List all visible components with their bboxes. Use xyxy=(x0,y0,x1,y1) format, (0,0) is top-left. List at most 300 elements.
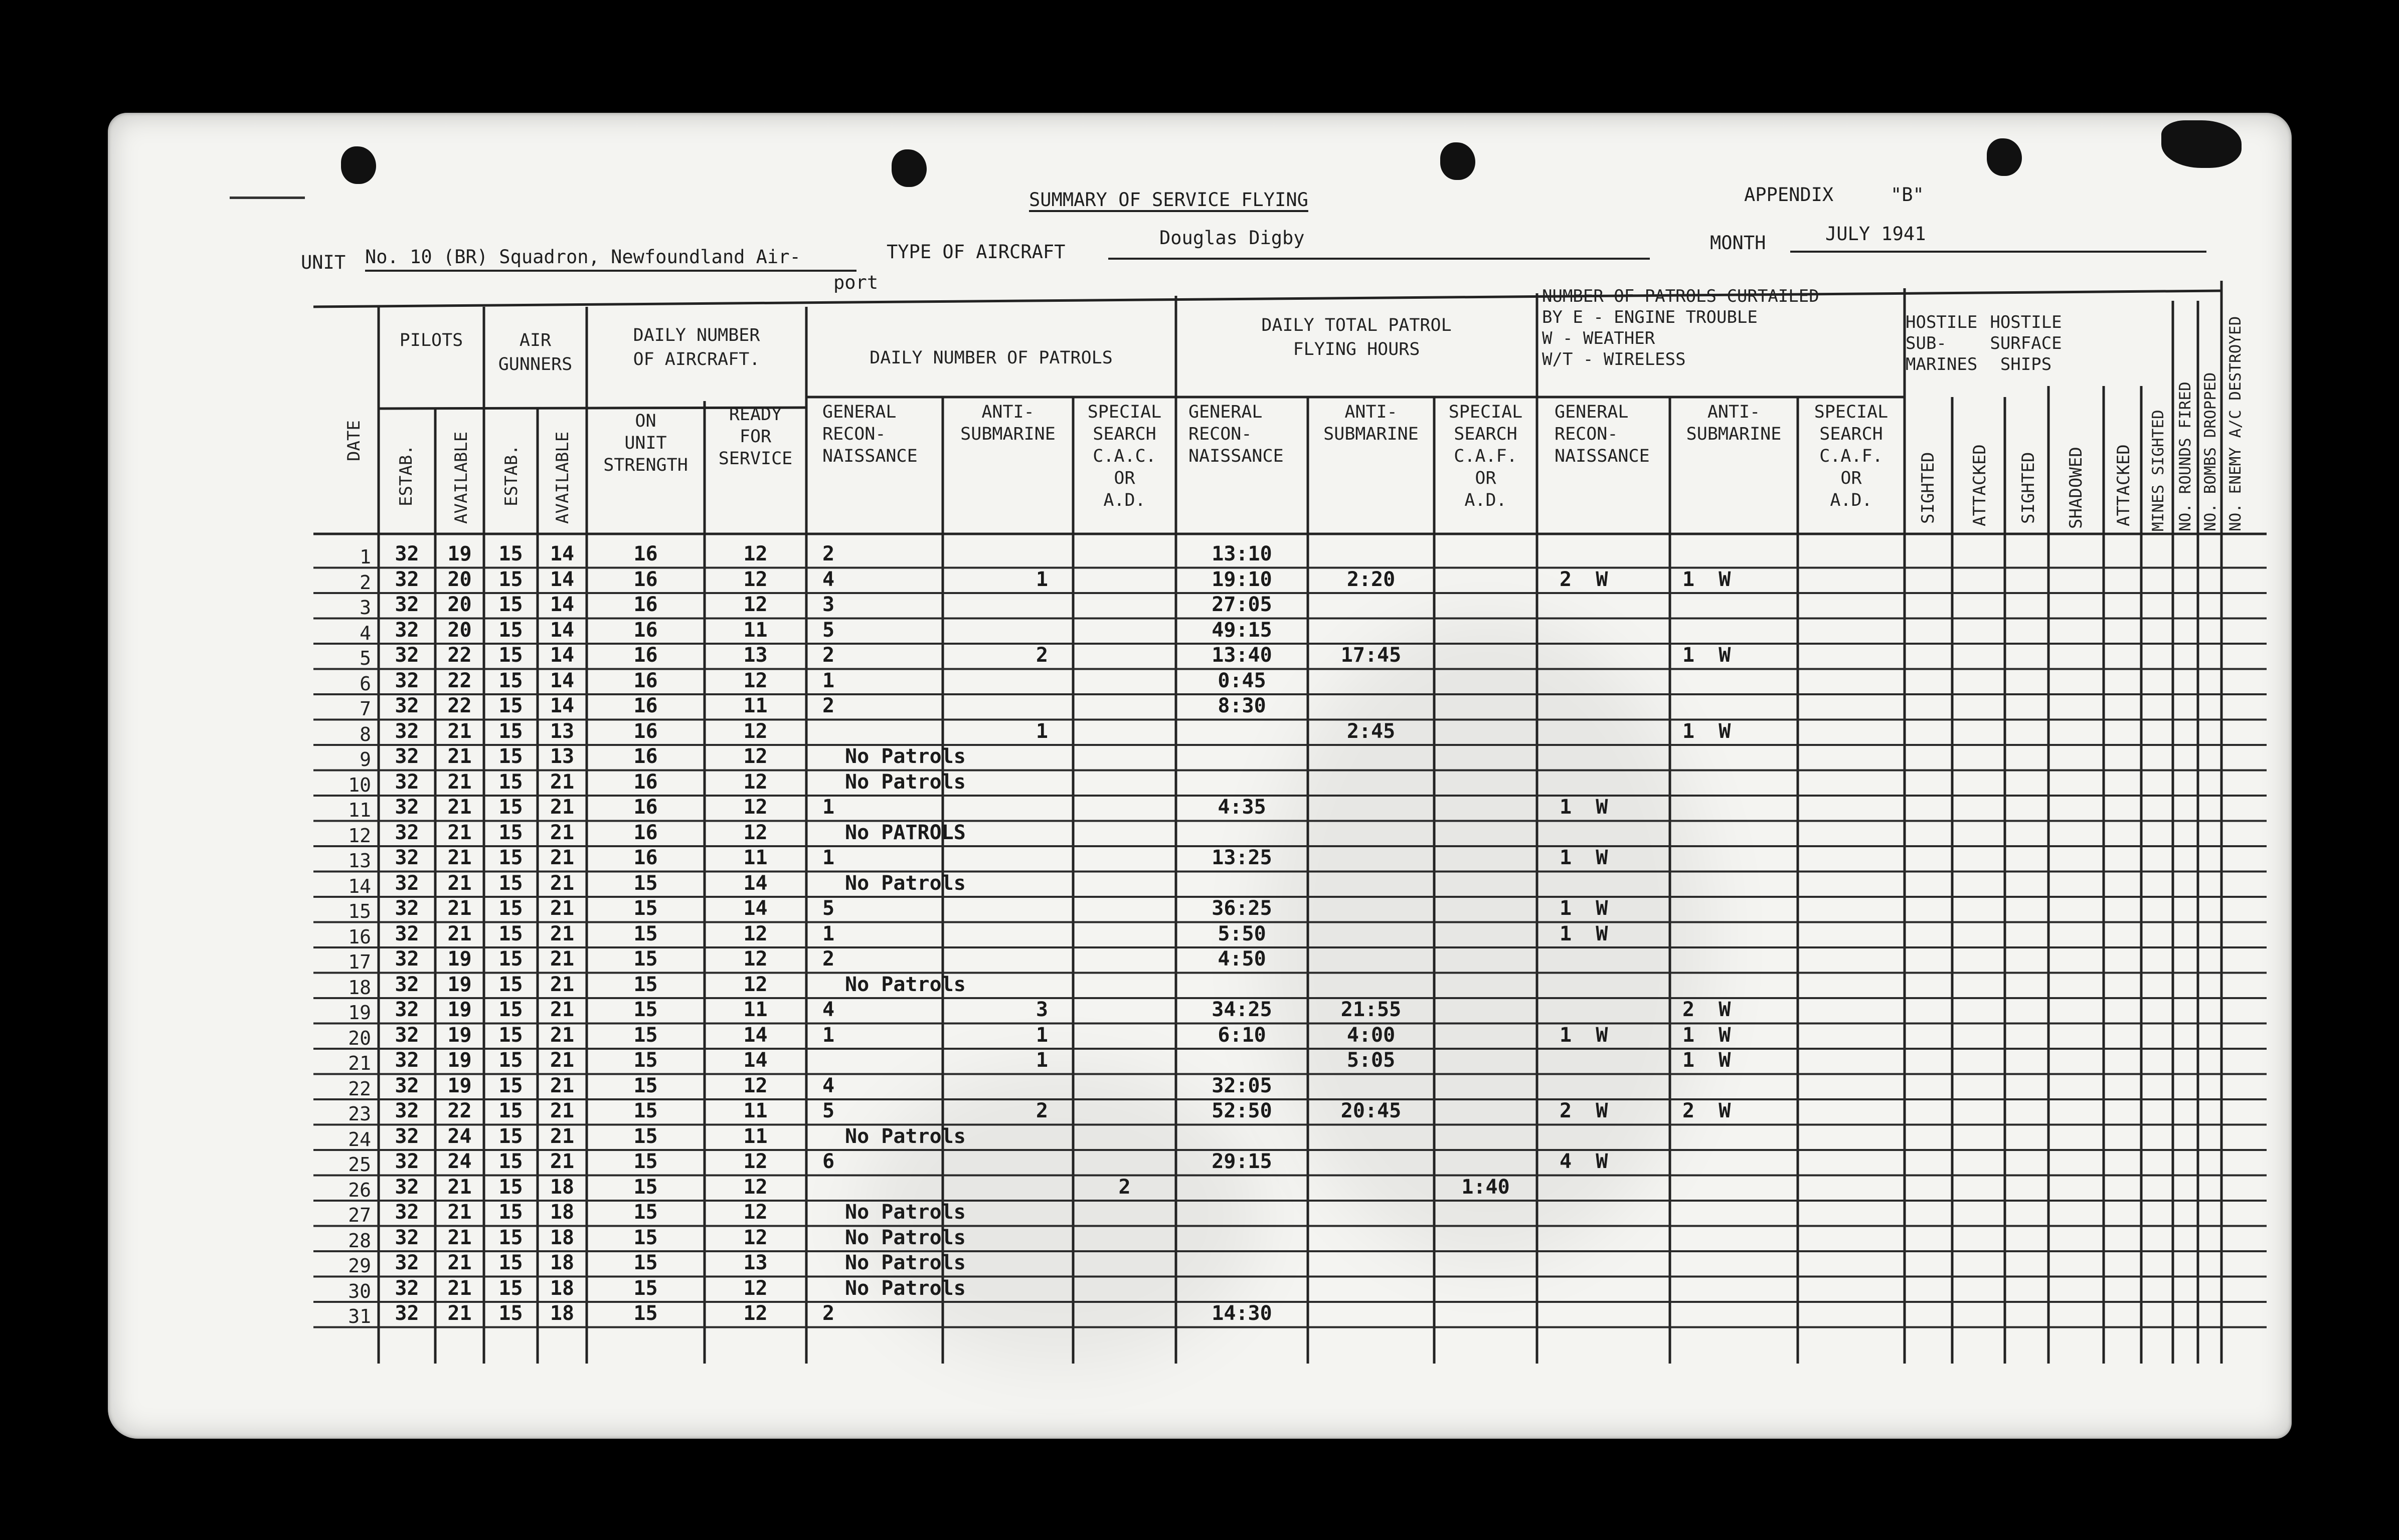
cell-special-search-curtailed xyxy=(1798,1048,1905,1073)
col-date: DATE xyxy=(344,420,364,461)
cell-general-recon: 4 xyxy=(822,567,835,591)
cell-pilots-available: 21 xyxy=(447,922,472,945)
cell-pilots-available: 21 xyxy=(447,719,472,743)
cell-gunners-available: 14 xyxy=(550,567,575,591)
cell-ready: 12 xyxy=(743,796,768,819)
cell-special-search-curtailed xyxy=(1798,744,1905,769)
cell-anti-sub-curtailed xyxy=(1682,592,1798,617)
cell-special-search-hours xyxy=(1434,1023,1537,1048)
table-row xyxy=(0,871,2399,896)
cell-special-search-curtailed xyxy=(1798,1250,1905,1275)
cell-anti-sub-hours xyxy=(1308,1200,1434,1225)
cell-ready: 14 xyxy=(743,1049,768,1072)
cell-general-recon-curtailed: 1 W xyxy=(1560,897,1608,920)
cell-general-recon-curtailed xyxy=(1560,1301,1670,1326)
cell-special-search xyxy=(1073,1276,1176,1301)
cell-special-search-hours xyxy=(1434,1225,1537,1250)
cell-gunners-available: 21 xyxy=(550,796,575,819)
cell-anti-sub-hours xyxy=(1308,896,1434,921)
cell-pilots-estab: 32 xyxy=(395,796,419,819)
cell-general-recon: 6 xyxy=(822,1150,835,1173)
cell-ready: 12 xyxy=(743,719,768,743)
cell-general-recon-hours xyxy=(1176,1225,1308,1250)
cell-special-search-hours xyxy=(1434,592,1537,617)
cell-on-strength: 15 xyxy=(633,1251,658,1274)
cell-general-recon-hours xyxy=(1176,1124,1308,1149)
cell-special-search-curtailed xyxy=(1798,997,1905,1022)
cell-general-recon-hours: 8:30 xyxy=(1218,694,1266,717)
cell-gunners-estab: 15 xyxy=(498,1074,523,1097)
cell-anti-sub-hours xyxy=(1308,618,1434,643)
cell-gunners-available: 18 xyxy=(550,1226,575,1249)
cell-date: 12 xyxy=(348,824,371,847)
cell-pilots-estab: 32 xyxy=(395,745,419,768)
cell-pilots-estab: 32 xyxy=(395,669,419,692)
cell-date: 25 xyxy=(348,1153,371,1176)
table-row xyxy=(0,693,2399,718)
cell-anti-sub-hours xyxy=(1308,541,1434,566)
document-title: SUMMARY OF SERVICE FLYING xyxy=(1029,189,1308,211)
cell-general-recon-hours xyxy=(1176,1175,1308,1200)
cell-special-search-curtailed xyxy=(1798,1175,1905,1200)
cell-anti-sub-hours: 17:45 xyxy=(1340,644,1402,667)
cell-anti-sub-curtailed xyxy=(1682,1250,1798,1275)
cell-general-recon-hours: 5:50 xyxy=(1218,922,1266,945)
cell-pilots-estab: 32 xyxy=(395,1023,419,1047)
cell-gunners-estab: 15 xyxy=(498,1023,523,1047)
cell-date: 27 xyxy=(348,1204,371,1226)
table-row xyxy=(0,744,2399,769)
cell-pilots-available: 19 xyxy=(447,947,472,971)
table-row xyxy=(0,896,2399,921)
cell-date: 28 xyxy=(348,1229,371,1252)
cell-anti-sub-hours xyxy=(1308,769,1434,795)
cell-pilots-estab: 32 xyxy=(395,1049,419,1072)
cell-general-recon-hours xyxy=(1176,769,1308,795)
cell-special-search-curtailed xyxy=(1798,1149,1905,1174)
cell-on-strength: 15 xyxy=(633,1276,658,1300)
cell-anti-sub-curtailed xyxy=(1682,744,1798,769)
cell-special-search-hours xyxy=(1434,1250,1537,1275)
table-row xyxy=(0,1175,2399,1200)
table-row xyxy=(0,921,2399,946)
table-row xyxy=(0,1048,2399,1073)
cell-ready: 12 xyxy=(743,593,768,616)
cell-special-search-curtailed xyxy=(1798,719,1905,744)
cell-special-search xyxy=(1073,769,1176,795)
cell-note: No Patrols xyxy=(845,871,966,895)
cell-on-strength: 16 xyxy=(633,796,658,819)
cell-gunners-estab: 15 xyxy=(498,947,523,971)
cell-special-search-curtailed xyxy=(1798,795,1905,820)
col-ship-sighted: SIGHTED xyxy=(2018,452,2038,524)
cell-pilots-available: 21 xyxy=(447,1302,472,1325)
cell-general-recon-curtailed: 2 W xyxy=(1560,567,1608,591)
cell-ready: 11 xyxy=(743,998,768,1021)
cell-anti-sub-curtailed: 2 W xyxy=(1682,998,1731,1021)
cell-general-recon-curtailed: 1 W xyxy=(1560,1023,1608,1047)
cell-gunners-estab: 15 xyxy=(498,1251,523,1274)
cell-general-recon-curtailed xyxy=(1560,541,1670,566)
cell-gunners-available: 21 xyxy=(550,1049,575,1072)
cell-special-search-curtailed xyxy=(1798,1301,1905,1326)
cell-special-search xyxy=(1073,820,1176,845)
cell-special-search-hours xyxy=(1434,1073,1537,1098)
cell-gunners-available: 21 xyxy=(550,1150,575,1173)
cell-anti-sub-curtailed xyxy=(1682,795,1798,820)
cell-anti-sub-curtailed: 2 W xyxy=(1682,1099,1731,1122)
cell-date: 1 xyxy=(360,546,371,568)
cell-general-recon-hours: 19:10 xyxy=(1212,567,1272,591)
cell-anti-sub-hours xyxy=(1308,1225,1434,1250)
cell-pilots-available: 22 xyxy=(447,694,472,717)
cell-special-search xyxy=(1073,1073,1176,1098)
cell-pilots-estab: 32 xyxy=(395,1175,419,1199)
cell-gunners-estab: 15 xyxy=(498,1201,523,1224)
cell-special-search-curtailed xyxy=(1798,1073,1905,1098)
cell-general-recon-curtailed: 1 W xyxy=(1560,846,1608,869)
cell-anti-sub-curtailed xyxy=(1682,1073,1798,1098)
cell-special-search-curtailed xyxy=(1798,592,1905,617)
cell-pilots-estab: 32 xyxy=(395,1276,419,1300)
table-row xyxy=(0,1149,2399,1174)
cell-special-search-hours xyxy=(1434,719,1537,744)
cell-pilots-available: 22 xyxy=(447,644,472,667)
cell-gunners-estab: 15 xyxy=(498,1150,523,1173)
cell-pilots-available: 21 xyxy=(447,846,472,869)
cell-on-strength: 15 xyxy=(633,1201,658,1224)
cell-general-recon: 5 xyxy=(822,1099,835,1122)
cell-special-search-hours xyxy=(1434,1124,1537,1149)
cell-special-search xyxy=(1073,1124,1176,1149)
cell-general-recon: 3 xyxy=(822,593,835,616)
cell-gunners-available: 21 xyxy=(550,1099,575,1122)
cell-anti-sub-hours xyxy=(1308,972,1434,997)
cell-pilots-available: 21 xyxy=(447,1201,472,1224)
cell-date: 29 xyxy=(348,1255,371,1277)
cell-general-recon-curtailed xyxy=(1560,643,1670,668)
col-anti-sub: ANTI- SUBMARINE xyxy=(960,402,1056,444)
cell-date: 31 xyxy=(348,1305,371,1327)
cell-anti-sub-hours: 2:45 xyxy=(1346,719,1396,743)
cell-anti-sub-curtailed xyxy=(1682,668,1798,693)
cell-pilots-estab: 32 xyxy=(395,1251,419,1274)
cell-pilots-estab: 32 xyxy=(395,618,419,642)
cell-gunners-available: 21 xyxy=(550,1074,575,1097)
cell-pilots-estab: 32 xyxy=(395,821,419,844)
cell-general-recon-hours xyxy=(1176,871,1308,896)
cell-general-recon: 2 xyxy=(822,644,835,667)
cell-date: 17 xyxy=(348,951,371,973)
cell-note: No Patrols xyxy=(845,745,966,768)
cell-note xyxy=(845,845,1056,870)
cell-pilots-estab: 32 xyxy=(395,897,419,920)
cell-ready: 12 xyxy=(743,1276,768,1300)
table-row xyxy=(0,567,2399,592)
col-air-gunners: AIR GUNNERS xyxy=(498,330,573,374)
cell-on-strength: 15 xyxy=(633,1049,658,1072)
cell-on-strength: 15 xyxy=(633,947,658,971)
cell-note: No Patrols xyxy=(845,1251,966,1274)
cell-ready: 12 xyxy=(743,1226,768,1249)
col-daily-patrols: DAILY NUMBER OF PATROLS xyxy=(870,348,1113,368)
cell-anti-sub-hours xyxy=(1308,1276,1434,1301)
cell-general-recon-curtailed xyxy=(1560,592,1670,617)
cell-date: 13 xyxy=(348,850,371,872)
col-mines-sighted: MINES SIGHTED xyxy=(2149,410,2167,531)
cell-anti-sub-curtailed xyxy=(1682,896,1798,921)
cell-date: 30 xyxy=(348,1280,371,1302)
cell-general-recon-hours: 34:25 xyxy=(1212,998,1272,1021)
cell-special-search-curtailed xyxy=(1798,1124,1905,1149)
cell-general-recon-hours: 0:45 xyxy=(1218,669,1266,692)
cell-pilots-estab: 32 xyxy=(395,1226,419,1249)
table-row xyxy=(0,668,2399,693)
cell-general-recon-curtailed xyxy=(1560,1276,1670,1301)
cell-note: No Patrols xyxy=(845,973,966,996)
cell-special-search xyxy=(1073,1023,1176,1048)
cell-special-search-curtailed xyxy=(1798,1276,1905,1301)
cell-special-search-hours xyxy=(1434,668,1537,693)
cell-general-recon-hours: 32:05 xyxy=(1212,1074,1272,1097)
unit-value-cont: port xyxy=(833,272,879,293)
col-anti-sub-hours: ANTI- SUBMARINE xyxy=(1323,402,1419,444)
cell-gunners-estab: 15 xyxy=(498,897,523,920)
cell-general-recon: 1 xyxy=(822,669,835,692)
cell-anti-sub-curtailed xyxy=(1682,1200,1798,1225)
cell-general-recon-curtailed xyxy=(1560,1124,1670,1149)
col-hostile-submarines: HOSTILE SUB- MARINES xyxy=(1906,312,1978,374)
table-row xyxy=(0,769,2399,795)
cell-gunners-estab: 15 xyxy=(498,567,523,591)
cell-pilots-available: 19 xyxy=(447,1023,472,1047)
table-row xyxy=(0,946,2399,972)
cell-gunners-estab: 15 xyxy=(498,1099,523,1122)
cell-pilots-estab: 32 xyxy=(395,542,419,565)
cell-date: 26 xyxy=(348,1179,371,1201)
cell-special-search xyxy=(1073,643,1176,668)
cell-special-search-curtailed xyxy=(1798,693,1905,718)
cell-general-recon: 5 xyxy=(822,897,835,920)
cell-special-search-curtailed xyxy=(1798,820,1905,845)
col-ship-attacked: ATTACKED xyxy=(2114,444,2134,526)
cell-on-strength: 16 xyxy=(633,745,658,768)
cell-on-strength: 16 xyxy=(633,567,658,591)
cell-pilots-estab: 32 xyxy=(395,1201,419,1224)
col-special-search-curtailed: SPECIAL SEARCH C.A.F. OR A.D. xyxy=(1814,402,1889,510)
cell-general-recon-hours: 4:50 xyxy=(1218,947,1266,971)
cell-pilots-estab: 32 xyxy=(395,719,419,743)
cell-general-recon-hours: 49:15 xyxy=(1212,618,1272,642)
cell-on-strength: 16 xyxy=(633,846,658,869)
col-general-recon-hours: GENERAL RECON- NAISSANCE xyxy=(1188,402,1284,466)
cell-special-search-hours xyxy=(1434,972,1537,997)
cell-pilots-available: 20 xyxy=(447,593,472,616)
cell-ready: 14 xyxy=(743,1023,768,1047)
cell-on-strength: 15 xyxy=(633,1074,658,1097)
unit-value: No. 10 (BR) Squadron, Newfoundland Air- xyxy=(365,246,801,268)
cell-pilots-available: 21 xyxy=(447,796,472,819)
cell-date: 14 xyxy=(348,875,371,897)
cell-note xyxy=(845,1301,1056,1326)
table-row xyxy=(0,1023,2399,1048)
cell-general-recon-curtailed xyxy=(1560,946,1670,972)
cell-pilots-available: 21 xyxy=(447,770,472,794)
cell-on-strength: 16 xyxy=(633,593,658,616)
cell-general-recon-curtailed xyxy=(1560,1225,1670,1250)
cell-date: 21 xyxy=(348,1052,371,1074)
cell-anti-sub: 3 xyxy=(1036,998,1048,1021)
cell-ready: 11 xyxy=(743,618,768,642)
cell-anti-sub-hours xyxy=(1308,592,1434,617)
cell-special-search-curtailed xyxy=(1798,668,1905,693)
cell-general-recon: 1 xyxy=(822,1023,835,1047)
cell-anti-sub-hours xyxy=(1308,693,1434,718)
cell-note xyxy=(845,1175,1056,1200)
cell-pilots-estab: 32 xyxy=(395,871,419,895)
cell-note: No PATROLS xyxy=(845,821,966,844)
cell-pilots-available: 21 xyxy=(447,1175,472,1199)
cell-anti-sub-hours xyxy=(1308,668,1434,693)
cell-ready: 12 xyxy=(743,1201,768,1224)
cell-gunners-estab: 15 xyxy=(498,1276,523,1300)
cell-gunners-available: 21 xyxy=(550,871,575,895)
cell-general-recon: 1 xyxy=(822,796,835,819)
table-row xyxy=(0,1301,2399,1326)
cell-general-recon-curtailed xyxy=(1560,871,1670,896)
cell-special-search-curtailed xyxy=(1798,618,1905,643)
cell-pilots-estab: 32 xyxy=(395,998,419,1021)
cell-general-recon-hours: 6:10 xyxy=(1218,1023,1266,1047)
col-general-recon-curtailed: GENERAL RECON- NAISSANCE xyxy=(1555,402,1650,466)
cell-general-recon: 1 xyxy=(822,922,835,945)
cell-gunners-estab: 15 xyxy=(498,719,523,743)
cell-anti-sub-curtailed xyxy=(1682,972,1798,997)
cell-gunners-available: 14 xyxy=(550,593,575,616)
table-row xyxy=(0,643,2399,668)
cell-pilots-estab: 32 xyxy=(395,567,419,591)
cell-on-strength: 15 xyxy=(633,1226,658,1249)
cell-special-search xyxy=(1073,896,1176,921)
cell-gunners-available: 21 xyxy=(550,821,575,844)
cell-general-recon-curtailed: 2 W xyxy=(1560,1099,1608,1122)
cell-general-recon-hours xyxy=(1176,719,1308,744)
cell-date: 9 xyxy=(360,748,371,771)
cell-general-recon-curtailed xyxy=(1560,693,1670,718)
cell-anti-sub-curtailed xyxy=(1682,1276,1798,1301)
cell-gunners-available: 13 xyxy=(550,719,575,743)
cell-gunners-available: 14 xyxy=(550,669,575,692)
cell-date: 22 xyxy=(348,1077,371,1100)
cell-pilots-estab: 32 xyxy=(395,846,419,869)
cell-gunners-available: 18 xyxy=(550,1276,575,1300)
cell-special-search-curtailed xyxy=(1798,1200,1905,1225)
cell-pilots-estab: 32 xyxy=(395,1150,419,1173)
cell-gunners-available: 14 xyxy=(550,644,575,667)
cell-general-recon: 2 xyxy=(822,694,835,717)
cell-anti-sub-hours: 4:00 xyxy=(1346,1023,1396,1047)
cell-gunners-estab: 15 xyxy=(498,1175,523,1199)
cell-date: 7 xyxy=(360,698,371,720)
cell-gunners-available: 18 xyxy=(550,1175,575,1199)
cell-general-recon-hours: 13:40 xyxy=(1212,644,1272,667)
cell-note xyxy=(845,1023,1056,1048)
cell-note xyxy=(845,719,1056,744)
cell-on-strength: 15 xyxy=(633,897,658,920)
cell-general-recon-hours: 36:25 xyxy=(1212,897,1272,920)
cell-general-recon-curtailed xyxy=(1560,1073,1670,1098)
cell-pilots-available: 20 xyxy=(447,567,472,591)
cell-pilots-estab: 32 xyxy=(395,1302,419,1325)
cell-anti-sub: 2 xyxy=(1036,1099,1048,1122)
cell-pilots-available: 21 xyxy=(447,745,472,768)
cell-gunners-available: 21 xyxy=(550,947,575,971)
cell-general-recon-curtailed xyxy=(1560,1048,1670,1073)
table-row xyxy=(0,618,2399,643)
col-special-search-hours: SPECIAL SEARCH C.A.F. OR A.D. xyxy=(1448,402,1523,510)
cell-gunners-estab: 15 xyxy=(498,871,523,895)
cell-gunners-available: 21 xyxy=(550,770,575,794)
cell-on-strength: 15 xyxy=(633,998,658,1021)
cell-gunners-estab: 15 xyxy=(498,1124,523,1148)
cell-anti-sub-hours xyxy=(1308,1124,1434,1149)
cell-pilots-available: 24 xyxy=(447,1150,472,1173)
cell-ready: 14 xyxy=(743,871,768,895)
table-row xyxy=(0,1073,2399,1098)
cell-special-search xyxy=(1073,1250,1176,1275)
cell-pilots-available: 19 xyxy=(447,542,472,565)
cell-gunners-available: 21 xyxy=(550,973,575,996)
cell-gunners-estab: 15 xyxy=(498,998,523,1021)
cell-note: No Patrols xyxy=(845,1226,966,1249)
cell-note: No Patrols xyxy=(845,1124,966,1148)
cell-special-search-curtailed xyxy=(1798,1098,1905,1123)
table-row xyxy=(0,1124,2399,1149)
col-on-strength: ON UNIT STRENGTH xyxy=(603,411,688,475)
cell-special-search-curtailed xyxy=(1798,769,1905,795)
cell-special-search-curtailed xyxy=(1798,946,1905,972)
cell-pilots-estab: 32 xyxy=(395,1099,419,1122)
cell-ready: 14 xyxy=(743,897,768,920)
col-pilots: PILOTS xyxy=(399,330,463,350)
cell-special-search xyxy=(1073,1149,1176,1174)
cell-on-strength: 15 xyxy=(633,1150,658,1173)
cell-gunners-estab: 15 xyxy=(498,770,523,794)
cell-general-recon-curtailed xyxy=(1560,1175,1670,1200)
cell-anti-sub-hours xyxy=(1308,795,1434,820)
cell-general-recon-hours: 14:30 xyxy=(1212,1302,1272,1325)
cell-general-recon-curtailed xyxy=(1560,1250,1670,1275)
cell-special-search-hours xyxy=(1434,541,1537,566)
cell-special-search-curtailed xyxy=(1798,567,1905,592)
cell-general-recon-curtailed: 1 W xyxy=(1560,922,1608,945)
cell-general-recon: 1 xyxy=(822,846,835,869)
cell-note xyxy=(845,1073,1056,1098)
cell-special-search-hours xyxy=(1434,820,1537,845)
appendix-value: "B" xyxy=(1891,184,1924,206)
cell-pilots-estab: 32 xyxy=(395,947,419,971)
col-curtailed: NUMBER OF PATROLS CURTAILED BY E - ENGINE TROUBLE W - WEATHER W/T - WIRELESS xyxy=(1542,286,1819,369)
cell-special-search xyxy=(1073,1098,1176,1123)
cell-anti-sub-hours xyxy=(1308,1250,1434,1275)
col-daily-aircraft: DAILY NUMBER OF AIRCRAFT. xyxy=(633,325,760,369)
cell-special-search xyxy=(1073,618,1176,643)
cell-special-search-hours xyxy=(1434,744,1537,769)
cell-pilots-estab: 32 xyxy=(395,593,419,616)
cell-general-recon-curtailed xyxy=(1560,769,1670,795)
cell-anti-sub-hours xyxy=(1308,1073,1434,1098)
cell-note xyxy=(845,896,1056,921)
